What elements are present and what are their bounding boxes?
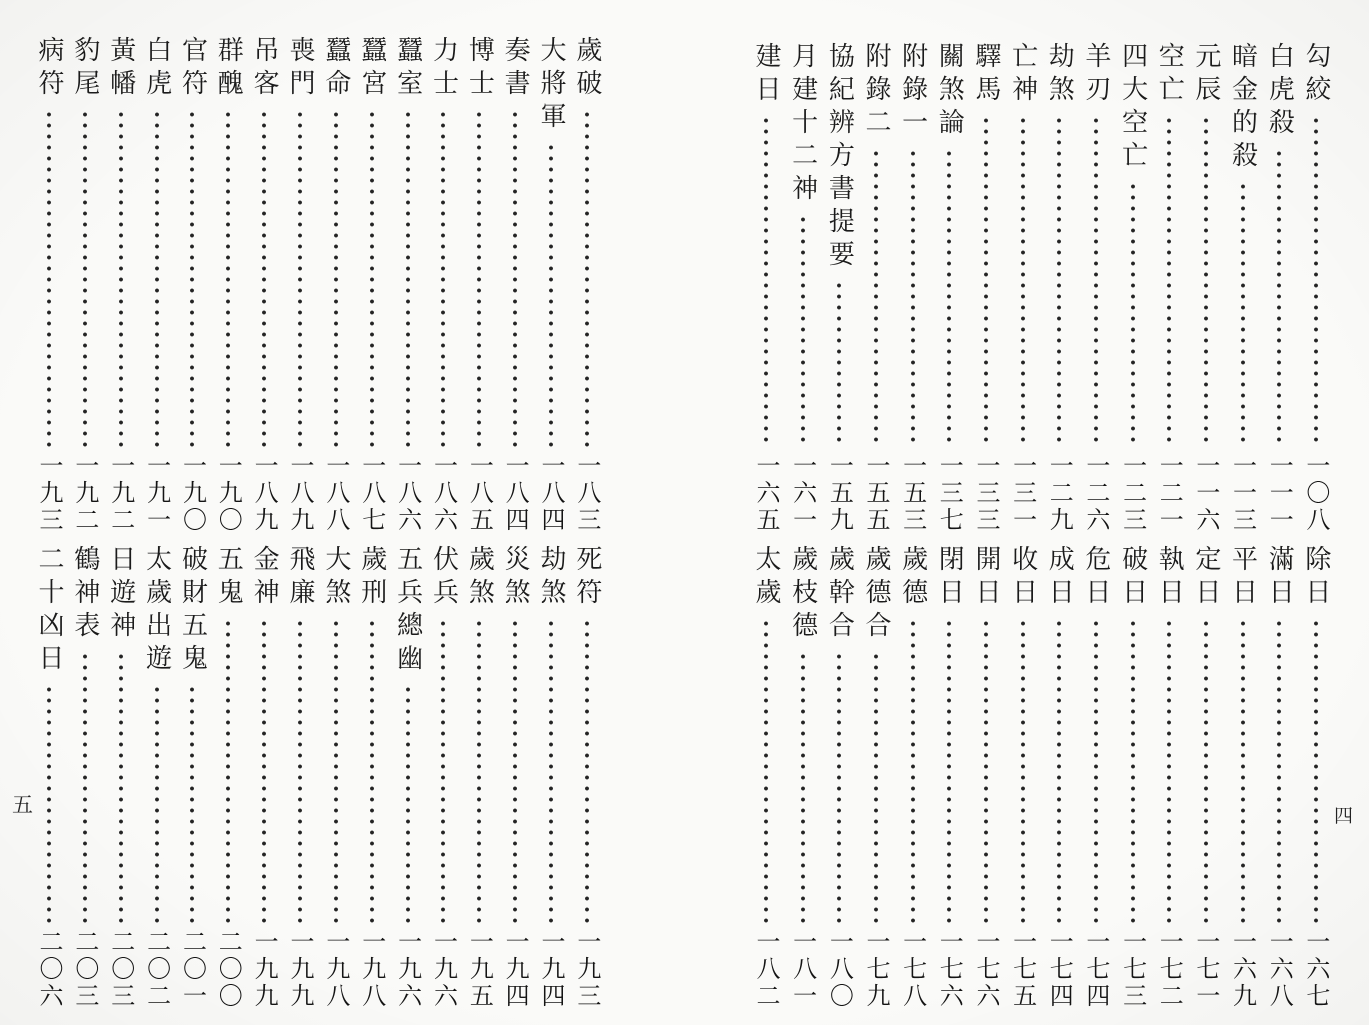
toc-entry [392, 545, 424, 1010]
toc-entry-title: 暗金的殺 [1227, 42, 1258, 174]
toc-entry-title: 執日 [1154, 545, 1185, 611]
toc-entry-title: 歲煞 [464, 545, 495, 611]
toc-entry [1300, 545, 1332, 1010]
toc-entry [284, 36, 316, 534]
toc-entry [499, 545, 531, 1010]
dotted-leader [1277, 148, 1281, 448]
dotted-leader [947, 148, 951, 448]
toc-entry-title: 歲刑 [356, 545, 387, 611]
toc-entry-page: 一八二 [752, 929, 780, 1010]
dotted-leader [190, 684, 194, 924]
toc-entry-page: 一六八 [1265, 929, 1294, 1010]
dotted-leader [984, 618, 988, 924]
toc-entry-page: 一一一 [1265, 453, 1294, 534]
toc-entry-page: 一六一 [788, 453, 817, 534]
toc-entry-page: 一九三 [572, 929, 601, 1010]
toc-entry-page: 一八四 [537, 453, 566, 534]
toc-entry-page: 一九二 [70, 453, 99, 534]
toc-entry [320, 545, 352, 1010]
toc-entry-page: 一八四 [501, 453, 530, 534]
dotted-leader [1094, 618, 1098, 924]
toc-entry-page: 一二六 [1081, 453, 1110, 534]
toc-entry-page: 一六五 [752, 453, 780, 534]
toc-entry-title: 金神 [249, 545, 280, 611]
toc-entry-page: 一〇八 [1301, 453, 1330, 534]
dotted-leader [801, 651, 805, 924]
dotted-leader [1057, 115, 1061, 448]
toc-entry [1153, 42, 1185, 534]
toc-entry-title: 官符 [177, 36, 208, 102]
toc-entry-page: 一五三 [898, 453, 927, 534]
dotted-leader [1131, 618, 1135, 924]
toc-entry-title: 破財五鬼 [177, 545, 208, 677]
dotted-leader [262, 109, 266, 448]
toc-entry-page: 二〇三 [70, 929, 99, 1010]
toc-entry-page: 一八六 [393, 453, 422, 534]
toc-entry-title: 五兵總幽 [392, 545, 423, 677]
toc-entry-title: 蠶室 [392, 36, 423, 102]
toc-entry-page: 一三一 [1008, 453, 1037, 534]
dotted-leader [226, 618, 230, 924]
dotted-leader [298, 618, 302, 924]
toc-entry [248, 545, 280, 1010]
toc-entry-title: 病符 [34, 36, 64, 102]
toc-entry-page: 一九六 [393, 929, 422, 1010]
toc-entry-page: 二〇三 [106, 929, 135, 1010]
dotted-leader [585, 618, 589, 924]
dotted-leader [83, 109, 87, 448]
toc-entry-title: 黃幡 [105, 36, 136, 102]
toc-entry-title: 蠶命 [320, 36, 351, 102]
toc-entry-page: 一七四 [1081, 929, 1110, 1010]
dotted-leader [911, 618, 915, 924]
toc-entry [33, 545, 65, 1010]
dotted-leader [984, 115, 988, 448]
toc-entry [860, 42, 892, 534]
toc-entry-page: 一九五 [465, 929, 494, 1010]
toc-entry [897, 545, 929, 1010]
toc-entry-title: 羊刃 [1080, 42, 1111, 108]
toc-entry-page: 二〇一 [178, 929, 207, 1010]
toc-entry-page: 一五五 [861, 453, 890, 534]
toc-entry-page: 一九二 [106, 453, 135, 534]
toc-entry-title: 博士 [464, 36, 495, 102]
toc-entry [970, 42, 1002, 534]
dotted-leader [1131, 181, 1135, 448]
toc-entry-page: 一一三 [1228, 453, 1257, 534]
toc-entry-page: 一二三 [1118, 453, 1147, 534]
toc-entry-page: 一三三 [971, 453, 1000, 534]
dotted-leader [119, 651, 123, 924]
toc-entry-title: 危日 [1080, 545, 1111, 611]
dotted-leader [764, 618, 768, 924]
toc-entry-page: 一六九 [1228, 929, 1257, 1010]
toc-entry-page: 一九一 [142, 453, 171, 534]
toc-entry [499, 36, 531, 534]
toc-entry-title: 鶴神表 [69, 545, 100, 644]
toc-entry-page: 一八九 [286, 453, 315, 534]
toc-entry [320, 36, 352, 534]
toc-entry-page: 一二一 [1155, 453, 1184, 534]
dotted-leader [47, 684, 51, 924]
toc-entry-title: 滿日 [1264, 545, 1295, 611]
dotted-leader [298, 109, 302, 448]
toc-entry [1227, 42, 1259, 534]
dotted-leader [911, 148, 915, 448]
dotted-leader [1204, 115, 1208, 448]
toc-entry-title: 大將軍 [536, 36, 567, 135]
toc-entry [427, 36, 459, 534]
toc-entry-title: 建日 [751, 42, 781, 108]
toc-entry [356, 36, 388, 534]
toc-entry-title: 關煞論 [934, 42, 965, 141]
toc-entry-title: 奏書 [500, 36, 531, 102]
dotted-leader [83, 651, 87, 924]
toc-entry-page: 一九三 [35, 453, 63, 534]
dotted-leader [406, 684, 410, 924]
toc-entry-page: 二〇二 [142, 929, 171, 1010]
toc-entry [463, 545, 495, 1010]
toc-entry-title: 驛馬 [970, 42, 1001, 108]
toc-entry-page: 一六七 [1301, 929, 1330, 1010]
dotted-leader [837, 280, 841, 448]
toc-entry-page: 一八三 [572, 453, 601, 534]
toc-entry-title: 豹尾 [69, 36, 100, 102]
toc-entry-title: 亡神 [1007, 42, 1038, 108]
toc-entry-page: 一九八 [321, 929, 350, 1010]
dotted-leader [119, 109, 123, 448]
toc-entry-page: 一八六 [429, 453, 458, 534]
toc-entry [176, 545, 208, 1010]
toc-entry-page: 一八五 [465, 453, 494, 534]
dotted-leader [334, 618, 338, 924]
dotted-leader [549, 618, 553, 924]
toc-entry [105, 36, 137, 534]
toc-entry [248, 36, 280, 534]
toc-entry-title: 伏兵 [428, 545, 459, 611]
toc-entry-title: 吊客 [249, 36, 280, 102]
toc-entry-page: 一七八 [898, 929, 927, 1010]
toc-entry-page: 一七三 [1118, 929, 1147, 1010]
toc-entry-page: 一九九 [286, 929, 315, 1010]
dotted-leader [190, 109, 194, 448]
toc-entry [1263, 42, 1295, 534]
toc-entry [463, 36, 495, 534]
toc-entry-title: 白虎 [141, 36, 172, 102]
dotted-leader [1021, 618, 1025, 924]
toc-entry-title: 除日 [1300, 545, 1331, 611]
dotted-leader [1021, 115, 1025, 448]
left-page-upper-entries [33, 36, 603, 534]
dotted-leader [1057, 618, 1061, 924]
toc-entry-title: 白虎殺 [1264, 42, 1295, 141]
right-page-lower-entries [750, 545, 1332, 1010]
toc-entry-page: 一九八 [357, 929, 386, 1010]
toc-entry-title: 收日 [1007, 545, 1038, 611]
toc-entry-page: 一七六 [971, 929, 1000, 1010]
dotted-leader [1314, 618, 1318, 924]
toc-entry [571, 545, 603, 1010]
toc-entry-title: 歲德 [897, 545, 928, 611]
dotted-leader [837, 651, 841, 924]
left-page-lower-entries [33, 545, 603, 1010]
toc-entry-page: 一八九 [250, 453, 279, 534]
dotted-leader [585, 109, 589, 448]
toc-entry [897, 42, 929, 534]
toc-entry-page: 一七九 [861, 929, 890, 1010]
toc-entry [212, 36, 244, 534]
dotted-leader [801, 214, 805, 448]
toc-entry-page: 二〇六 [35, 929, 63, 1010]
toc-entry [823, 545, 855, 1010]
toc-entry-title: 歲幹合 [824, 545, 855, 644]
toc-entry-page: 一二九 [1045, 453, 1074, 534]
dotted-leader [1094, 115, 1098, 448]
toc-entry-title: 歲破 [571, 36, 602, 102]
toc-entry [787, 42, 819, 534]
toc-entry [427, 545, 459, 1010]
dotted-leader [874, 148, 878, 448]
dotted-leader [1241, 618, 1245, 924]
toc-entry [176, 36, 208, 534]
toc-entry [392, 36, 424, 534]
dotted-leader [513, 618, 517, 924]
dotted-leader [1167, 618, 1171, 924]
toc-entry [1007, 42, 1039, 534]
toc-entry-title: 力士 [428, 36, 459, 102]
dotted-leader [947, 618, 951, 924]
toc-entry-title: 四大空亡 [1117, 42, 1148, 174]
dotted-leader [1204, 618, 1208, 924]
toc-entry-page: 一五九 [825, 453, 854, 534]
dotted-leader [441, 618, 445, 924]
dotted-leader [262, 618, 266, 924]
toc-entry [141, 545, 173, 1010]
toc-entry-title: 月建十二神 [787, 42, 818, 207]
toc-entry [571, 36, 603, 534]
toc-entry [1043, 545, 1075, 1010]
toc-entry-title: 飛廉 [285, 545, 316, 611]
toc-entry [1263, 545, 1295, 1010]
toc-entry-title: 群醜 [213, 36, 244, 102]
toc-entry [823, 42, 855, 534]
toc-entry [970, 545, 1002, 1010]
folio-number-left: 五 [12, 793, 33, 817]
toc-entry [933, 42, 965, 534]
toc-entry-title: 破日 [1117, 545, 1148, 611]
toc-entry-title: 勾絞 [1300, 42, 1331, 108]
toc-entry-page: 一九四 [537, 929, 566, 1010]
toc-entry-page: 一七五 [1008, 929, 1037, 1010]
toc-entry [1190, 42, 1222, 534]
toc-entry-title: 死符 [571, 545, 602, 611]
toc-entry-title: 定日 [1190, 545, 1221, 611]
toc-entry-page: 二〇〇 [214, 929, 243, 1010]
dotted-leader [334, 109, 338, 448]
toc-entry-title: 日遊神 [105, 545, 136, 644]
toc-entry [860, 545, 892, 1010]
dotted-leader [226, 109, 230, 448]
toc-entry [141, 36, 173, 534]
toc-entry-page: 一一六 [1191, 453, 1220, 534]
toc-entry [535, 545, 567, 1010]
toc-entry-page: 一九四 [501, 929, 530, 1010]
toc-entry [1080, 545, 1112, 1010]
toc-entry-title: 災煞 [500, 545, 531, 611]
dotted-leader [1314, 115, 1318, 448]
toc-entry [33, 36, 65, 534]
toc-entry-page: 一九六 [429, 929, 458, 1010]
toc-entry-page: 一八七 [357, 453, 386, 534]
toc-entry [1117, 545, 1149, 1010]
toc-entry-page: 一七四 [1045, 929, 1074, 1010]
toc-entry [750, 545, 782, 1010]
toc-entry-title: 空亡 [1154, 42, 1185, 108]
folio-number-right: 四 [1334, 805, 1354, 827]
dotted-leader [1277, 618, 1281, 924]
toc-entry [1007, 545, 1039, 1010]
toc-entry [750, 42, 782, 534]
dotted-leader [513, 109, 517, 448]
toc-entry [933, 545, 965, 1010]
toc-entry-page: 一七六 [935, 929, 964, 1010]
dotted-leader [874, 651, 878, 924]
toc-entry-page: 一八一 [788, 929, 817, 1010]
toc-entry-title: 附錄一 [897, 42, 928, 141]
dotted-leader [477, 109, 481, 448]
toc-entry [105, 545, 137, 1010]
toc-entry-title: 元辰 [1190, 42, 1221, 108]
dotted-leader [549, 142, 553, 448]
toc-entry [1190, 545, 1222, 1010]
toc-entry-title: 二十凶日 [34, 545, 64, 677]
toc-entry-title: 協紀辨方書提要 [824, 42, 855, 273]
dotted-leader [370, 109, 374, 448]
toc-entry-page: 一八八 [321, 453, 350, 534]
toc-entry-title: 平日 [1227, 545, 1258, 611]
dotted-leader [155, 109, 159, 448]
dotted-leader [1241, 181, 1245, 448]
dotted-leader [477, 618, 481, 924]
dotted-leader [406, 109, 410, 448]
toc-entry-title: 劫煞 [1044, 42, 1075, 108]
dotted-leader [1167, 115, 1171, 448]
toc-entry-title: 五鬼 [213, 545, 244, 611]
toc-entry-page: 一八〇 [825, 929, 854, 1010]
toc-entry-title: 成日 [1044, 545, 1075, 611]
toc-entry-title: 歲枝德 [787, 545, 818, 644]
toc-entry-page: 一九九 [250, 929, 279, 1010]
toc-entry [212, 545, 244, 1010]
toc-entry-page: 一七一 [1191, 929, 1220, 1010]
toc-entry [356, 545, 388, 1010]
toc-entry [535, 36, 567, 534]
toc-entry [1117, 42, 1149, 534]
toc-entry [1153, 545, 1185, 1010]
toc-entry-title: 太歲 [751, 545, 781, 611]
toc-entry [1080, 42, 1112, 534]
dotted-leader [47, 109, 51, 448]
toc-entry-page: 一九〇 [214, 453, 243, 534]
toc-entry [1227, 545, 1259, 1010]
toc-entry-title: 太歲出遊 [141, 545, 172, 677]
toc-entry-title: 劫煞 [536, 545, 567, 611]
toc-entry-title: 喪門 [285, 36, 316, 102]
toc-entry [69, 545, 101, 1010]
toc-entry-page: 一七二 [1155, 929, 1184, 1010]
toc-entry-page: 一九〇 [178, 453, 207, 534]
toc-entry [1300, 42, 1332, 534]
dotted-leader [441, 109, 445, 448]
toc-entry-title: 蠶宮 [356, 36, 387, 102]
toc-entry-title: 附錄二 [860, 42, 891, 141]
toc-entry-title: 大煞 [320, 545, 351, 611]
right-page-upper-entries [750, 42, 1332, 534]
toc-entry [1043, 42, 1075, 534]
toc-entry-title: 閉日 [934, 545, 965, 611]
toc-entry-title: 歲德合 [860, 545, 891, 644]
dotted-leader [764, 115, 768, 448]
dotted-leader [370, 618, 374, 924]
toc-entry [69, 36, 101, 534]
toc-entry [787, 545, 819, 1010]
dotted-leader [155, 684, 159, 924]
toc-entry-page: 一三七 [935, 453, 964, 534]
toc-entry [284, 545, 316, 1010]
toc-entry-title: 開日 [970, 545, 1001, 611]
